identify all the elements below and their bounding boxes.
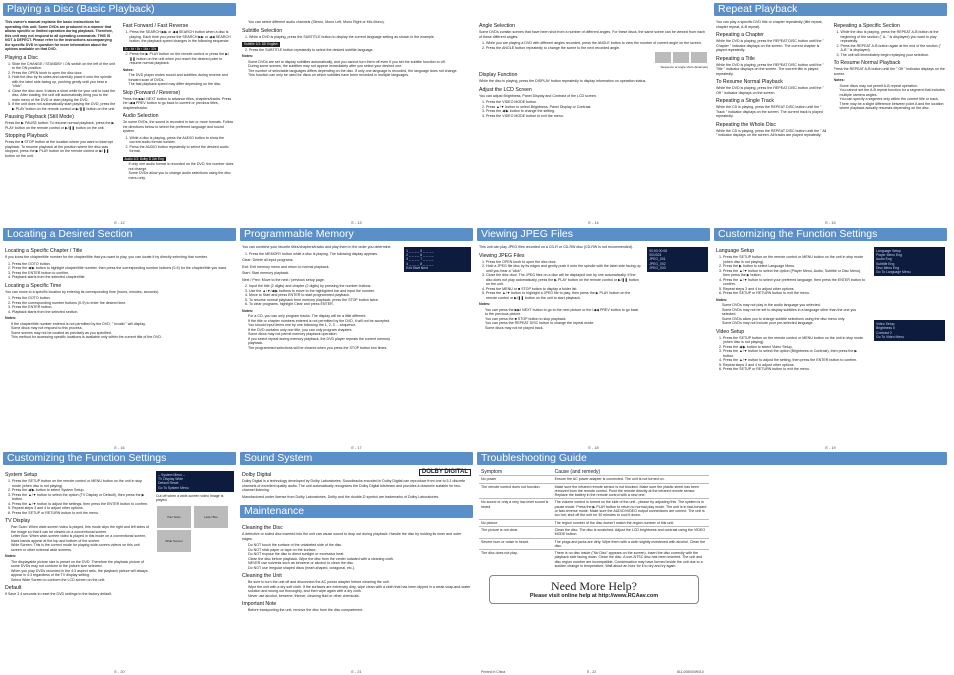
cause-cell: Ensure the AC power adapter is connected. The unit is not turned on. — [553, 476, 709, 483]
symptom-cell: No power — [479, 476, 553, 483]
column-header: Symptom — [481, 469, 503, 475]
page-number: E - 15 — [825, 220, 836, 225]
list-item: • Do NOT stick paper or tape on the surface. — [248, 548, 471, 553]
list-item: 2. Press the REPEAT A-B button again at the end of the section (" A-B " is displayed). — [841, 44, 946, 53]
list-item: 2. Press the ◀/▶ button to select System Setup. — [12, 488, 150, 493]
list-item: 3. Close the disc door. The JPEG files on a disc will be displayed one by one automatically. If the disc does not play automatically, press the ▶ PLAY button on the remote control or ▶/❚❚ button on the unit. — [486, 273, 641, 287]
list-item: • The programmed selections will be cleared when you press the STOP button two times. — [248, 346, 398, 351]
list-item: 4. Playback starts from the selected chapter/title. — [12, 275, 234, 280]
panel-repeat-playback — [714, 3, 947, 226]
screen-row: Brightness 0 — [876, 326, 895, 331]
list-item: • This method for accessing specific locations is available only within the current title of the DVD. — [11, 335, 234, 340]
list-item: 1. Press the OPEN knob to open the disc door. — [486, 260, 641, 265]
list-item: • NEVER use solvents such as benzene or alcohol to clean the disc. — [248, 561, 471, 566]
list-item: 2. Press the SUBTITLE button repeatedly to select the desired subtitle language. — [249, 48, 471, 53]
list-item: 6. Press the SETUP or RETURN button to exit the menu. — [723, 291, 868, 296]
list-item: 1. Press the SEARCH ▶▶ or ◀◀ SEARCH button when a disc is playing. Each time you press the SEARCH ▶▶ or ◀◀ SEARCH button, the playback speed changes in the following sequence: — [130, 30, 235, 44]
symptom-cell: No sound or only a very low-level sound is heard. — [479, 499, 553, 519]
table-row — [479, 526, 709, 538]
heading: Repeating the Whole Disc — [716, 121, 776, 128]
list-item: • Pan Scan: When wide-screen video is played, this mode clips the right and left sides of the image so that it can be viewed on a conventional screen. — [11, 525, 150, 534]
panel-basic-playback-cont — [240, 3, 473, 226]
cause-cell: The volume control is turned on the side of the unit - please try adjusting this. The system is in pause mode. Press the ▶ PLAY button to return to normal play mode. The unit is in fast-forward or fast-reverse mode. Make sure the AUDIO/VIDEO output connections are correct. The unit is too hot; shut off the unit for 30 minutes to cool it down. — [553, 499, 709, 519]
list-item: 3. Press the ENTER button. — [12, 305, 234, 310]
screen-row: JPEG_003 — [649, 265, 666, 270]
paragraph: A defective or soiled disc inserted into the unit can cause sound to drop out during playback. Handle the disc by holding its inner and outer edges. — [242, 532, 462, 541]
page-number: E - 21 — [351, 669, 362, 674]
heading: Repeating a Single Track — [716, 98, 774, 104]
list-item: 2. Press the OPEN knob to open the disc door. — [12, 71, 117, 76]
heading: System Setup — [5, 472, 38, 478]
table-row — [479, 499, 709, 519]
table-row — [479, 519, 709, 526]
list-item: 4. Press the MENU or ■ STOP button to display a folder list. — [486, 287, 641, 292]
paragraph: Press the ■ STOP button at the location where you want to interrupt playback. To resume playback at the position where the disc was stopped, press the ▶ PLAY button on the remote control or ▶/❚❚ button on the unit. — [5, 140, 113, 158]
help-title: Need More Help? — [551, 579, 637, 594]
screen-row: Go To System Menu — [157, 485, 189, 490]
list-item: • The fast playback speed may differ depending on the disc. — [129, 82, 235, 87]
paragraph: Exit: Exit memory menu and return to normal playback. — [242, 264, 330, 269]
table-header — [479, 469, 709, 476]
paragraph: You can move to a specific location by entering its corresponding time (hours, minutes, seconds). — [5, 289, 160, 294]
list-item: 2. Hold a JPEG file disc by its edges and gently push it onto the spindle with the label side facing up until you hear a "click". — [486, 264, 641, 273]
notes-label: Notes: — [122, 67, 134, 72]
cause-cell: Clean the disc. The disc is scratched. Adjust the LCD brightness and contrast using the VIDEO MODE button. — [553, 526, 709, 538]
list-item: 2. Input the title (2 digits) and chapter (2 digits) by pressing the number buttons. — [249, 284, 398, 289]
paragraph: While the disc is playing, press the DISPLAY button repeatedly to display information on operation status. — [479, 79, 647, 83]
list-item: 6. To clear programs, highlight Clear and press ENTER. — [249, 302, 398, 307]
section-title: Customizing the Function Settings — [3, 452, 236, 465]
list-item: • Before transporting the unit, remove the disc from the disc compartment. — [248, 608, 471, 613]
heading: Audio Selection — [122, 113, 159, 119]
heading: Video Setup — [716, 328, 745, 335]
section-title: Repeat Playback — [714, 3, 947, 16]
heading: Default — [5, 585, 22, 591]
paragraph: While the DVD is playing, press the REPEAT DISC button until the " Title " indicator displays on the screen. The current title is played repeatedly. — [716, 62, 824, 76]
list-item: • You should input items one by one following the 1, 2, 3 ... sequence. — [248, 323, 398, 328]
section-title: Viewing JPEG Files — [477, 228, 710, 241]
angle-caption: Sequence of angle shots (Example) — [660, 64, 708, 69]
paragraph: Manufactured under license from Dolby Laboratories. Dolby and the double-D symbol are trademarks of Dolby Laboratories. — [242, 494, 440, 499]
angle-thumbnail — [691, 52, 707, 63]
list-item: • Select Wide Screen to conform the LCD screen on the unit. — [11, 578, 150, 583]
list-item: 3. Press the ▲/▼ button to select the option (Player Menu, Audio, Subtitle or Disc Menu), then press the ▶ button. — [723, 269, 868, 278]
screen-row: 1 _ _ _ _ 5 _ _ _ _ — [406, 249, 434, 253]
screen-row: Default Reset — [157, 481, 179, 486]
list-item: • Wide Screen: This is the correct mode for playing wide-screen videos on this unit screen or other external wide screens. — [11, 543, 150, 552]
screen-row: Disc Menu Eng — [876, 265, 900, 270]
pan-scan-image: Pan Scan — [157, 506, 191, 528]
heading: Important Note — [242, 601, 277, 607]
section-title: Customizing the Function Settings — [714, 228, 947, 241]
screen-row: Go To Language Menu — [876, 270, 911, 275]
notes-label: Notes: — [5, 316, 17, 320]
list-item: • Never use alcohol, benzene, thinner, cleaning fluid or other chemicals. — [248, 594, 471, 599]
screen-row: -- System Menu -- — [157, 473, 186, 477]
screen-row: 4 _ _ _ _ 8 _ _ _ _ — [406, 261, 434, 266]
list-item: 5. Press the ▲/▼ button to highlight a JPEG file to play, then press the ▶ PLAY button on the remote control or ▶/❚❚ button on the unit to start playback. — [486, 291, 641, 300]
symptom-cell: No picture — [479, 519, 553, 526]
list-item: • If the title or chapter numbers entered is not permitted by the DVD, it will not be accepted. — [248, 319, 398, 324]
column-header: Cause (and remedy) — [554, 469, 601, 475]
heading: Adjust the LCD Screen — [479, 86, 532, 93]
page-number: E - 17 — [351, 445, 362, 450]
heading: Skip (Forward / Reverse) — [122, 89, 181, 96]
language-screen — [874, 247, 945, 276]
list-item: 2. Press the ▶ PLAY button on the remote control or press the ▶/❚❚ button on the unit when you reach the desired point to resume normal playback. — [130, 52, 235, 66]
list-item: 3. Hold the disc by its sides and carefully place it onto the spindle with the label side facing up, pushing gently until you hear a "click". — [12, 75, 117, 89]
list-item: 2. Press the ▶ button to select Language Menu. — [723, 264, 868, 269]
printed-in: Printed in China — [481, 669, 506, 674]
paragraph: You can adjust Brightness, Panel Display and Contrast of the LCD screen. — [479, 93, 597, 98]
paragraph: Press the ▶▶I NEXT button to advance titles, chapters/tracks. Press the I◀◀ PREV button to go back to current or previous titles, chapters/tracks. — [122, 96, 232, 110]
screen-row: Go To Video Menu — [876, 334, 905, 339]
heading: Cleaning the Unit — [242, 573, 282, 579]
panel-programmable-memory — [240, 228, 473, 451]
screen-row: Subtitle Eng — [876, 261, 895, 266]
heading: Subtitle Selection — [242, 27, 283, 34]
page-number: E - 13 — [351, 220, 362, 225]
section-title: Maintenance — [240, 505, 473, 518]
list-item: • Some DVDs are set to display subtitles automatically, and you cannot turn them off even if you set the subtitle function to off. — [248, 60, 471, 65]
list-item: • Some DVDs may not play in the audio language you selected. — [722, 303, 868, 308]
angle-thumbnail — [673, 52, 689, 63]
panel-repeat-left — [477, 3, 710, 226]
heading: Repeating a Title — [716, 55, 755, 62]
heading: Fast Forward / Fast Reverse — [122, 23, 189, 29]
list-item: • Some discs may not permit A-B repeat operation. — [840, 84, 946, 89]
list-item: • You can press the ▶▶I NEXT button to go to the next picture or the I◀◀ PREV button to go back to the previous picture. — [485, 308, 641, 317]
list-item: • Some discs may not permit memory playback operation. — [248, 332, 398, 337]
notes-label: Notes: — [242, 54, 254, 58]
list-item: 3. Press the ▲/▼ button to select the option (Brightness or Contrast), then press the ▶ button. — [723, 349, 868, 358]
paragraph: Next / Prev: Move to the next / previous setup page. — [242, 277, 325, 282]
list-item: 1. Press the SETUP button on the remote control or MENU button on the unit in stop mode (when disc is not playing). — [723, 255, 868, 264]
notes-label: Notes: — [5, 554, 17, 558]
heading: Locating a Specific Chapter / Title — [5, 248, 83, 254]
panel-sound-maintenance — [240, 452, 473, 675]
heading: Stopping Playback — [5, 133, 48, 139]
paragraph: You can combine your favorite titles/chapters/tracks and play them in the order you determine. — [242, 245, 392, 249]
symptom-cell: Severe hum or noise is heard. — [479, 538, 553, 550]
list-item: • Do NOT touch the surface of the unlabeled side of the disc. — [248, 543, 471, 548]
list-item: • You can specify a segment only within the current title or track. — [840, 97, 946, 102]
panel-custom-settings — [714, 228, 947, 451]
list-item: • This function can only be used for discs on which subtitles have been recorded in multiple languages. — [248, 73, 471, 78]
page-number: E - 20 — [114, 669, 125, 674]
troubleshooting-table — [479, 469, 709, 569]
heading: To Resume Normal Playback — [716, 79, 783, 85]
paragraph: Some DVDs contain scenes that have been shot from a number of different angles. For these discs, the same scene can be viewed from each of these different angles. — [479, 30, 705, 39]
list-item: • Wipe the unit with a dry soft cloth. If the surfaces are extremely dirty, wipe clean with a cloth that has been dipped in a weak soap-and-water solution and wrung out thoroughly, and then wipe again with a dry cloth. — [248, 585, 471, 594]
speed-sequence: 2x › 4x › 8x › 16x › 32x — [124, 46, 157, 51]
list-item: 6. Press the SETUP or RETURN button to exit the menu. — [723, 367, 868, 372]
paragraph: This unit can play JPEG files recorded on a CD-R or CD-RW disc (CD-RW is not recommended). — [479, 245, 634, 249]
table-row — [479, 538, 709, 550]
paragraph: If Save 3 4 seconds to reset the DVD settings to the factory default. — [5, 592, 113, 596]
symptom-cell: The disc does not play. — [479, 550, 553, 570]
page-number: E - 16 — [114, 445, 125, 450]
help-box — [489, 575, 699, 604]
wide-screen-image: Wide Screen — [157, 530, 191, 552]
section-title: Sound System — [240, 452, 473, 465]
list-item: • The number of selectable languages differs depending on the disc. If only one language is recorded, the language does not change. — [248, 69, 471, 74]
paragraph: While the DVD is playing, press the REPEAT DISC button until the " Off " indicator displays on the screen. — [716, 86, 824, 95]
list-item: • During some scenes, the subtitles may not appear immediately after you select your desired one. — [248, 64, 471, 69]
paragraph: Clear: Delete all input programs. — [242, 258, 294, 262]
list-item: • If the DVD contains only one title, you can only program chapters. — [248, 328, 398, 333]
screen-row: Language Setup — [876, 249, 901, 253]
list-item: 6. Press the SETUP or RETURN button to exit the menu. — [12, 511, 150, 516]
section-title: Programmable Memory — [240, 228, 473, 241]
list-item: 4. Press the ▲/▼ button to adjust the setting, then press the ENTER button to confirm. — [723, 358, 868, 363]
list-item: • You can press the REPEAT DISC button to change the repeat mode. — [485, 321, 641, 326]
cause-cell: The region number of the disc doesn't match the region number of this unit. — [553, 519, 709, 526]
cause-cell: Make sure the infrared remote sensor is not blocked. Make sure the plastic sheet has been removed from the remote control. Point the remote directly at the infrared remote sensor. Replace the battery in the remote control with a new one. — [553, 483, 709, 499]
heading: Locating a Specific Time — [5, 282, 62, 289]
panel-locating — [3, 228, 236, 451]
list-item: • If only one audio format is recorded on the DVD, the number does not change. — [129, 162, 235, 171]
paragraph: Start: Start memory playback. — [242, 271, 290, 275]
list-item: • Some DVDs may not include your pre-selected language. — [722, 321, 868, 326]
heading: Display Function — [479, 72, 518, 78]
paragraph: Dolby Digital is a technology developed by Dolby Laboratories. Soundtracks encoded in Dolby Digital can reproduce from one to 5.1 discrete channels of excellent quality audio. The unit automatically recognizes the Dolby Digital bitstream and provides a downmix suitable for two-channel listening. — [242, 479, 466, 492]
panel-custom-settings-2 — [3, 452, 236, 675]
list-item: 4. Press the ▲/▼ button to select your preferred language, then press the ENTER button to confirm. — [723, 278, 868, 287]
screen-row: 3 _ _ _ _ 7 _ _ _ _ — [406, 257, 434, 262]
list-item: 1. Press the GOTO button. — [12, 296, 234, 301]
screen-row: Contrast 0 — [876, 330, 892, 335]
list-item: • If the chapter/title number entered is not permitted by the DVD, " Invalid " will display. — [11, 322, 234, 327]
list-item: 4. Move to Start and press ENTER to start programmed playback. — [249, 293, 398, 298]
screen-row: JPEG_002 — [649, 261, 666, 266]
list-item: 2. Press the corresponding number buttons (0-9) to enter the desired time. — [12, 301, 234, 306]
list-item: • When you play DVDs recorded in the 4:3 aspect ratio, the playback picture will always appear in 4:3 regardless of the TV display setting. — [11, 569, 150, 578]
list-item: 3. Use the ▲/▼/◀/▶ buttons to move to the highlighted bar and input the number. — [249, 289, 398, 294]
list-item: 1. Press the VIDEO MODE button. — [486, 100, 708, 105]
part-code: 811-008000W010 — [677, 669, 704, 674]
page-number: E - 14 — [588, 220, 599, 225]
screen-row: Video Setup — [876, 322, 895, 327]
section-title: Troubleshooting Guide — [477, 452, 947, 465]
intro-text: This owner's manual explains the basic instructions for operating this unit. Some DVDs are produced in a manner that allows specific or limited operation during playback. Therefore, this unit may not respond to all operating commands. THIS IS NOT A DEFECT. Please refer to the instructions accompanying the specific DVD in question for more information about the options available on that DVD. — [5, 20, 114, 51]
letter-box-image: Letter Box — [194, 506, 228, 528]
list-item: 1. While a disc is playing, press the AUDIO button to show the current audio format number. — [130, 136, 235, 145]
list-item: 2. Press the AUDIO button repeatedly to select the desired audio format. — [130, 145, 235, 154]
screen-row: Player Menu Eng — [876, 253, 903, 258]
symptom-cell: The remote control does not function. — [479, 483, 553, 499]
list-item: 4. Close the disc door. It takes a short while for your unit to load the disc. After loading, the unit will automatically bring you to the main menu of the DVD or start playing the DVD. — [12, 89, 117, 103]
notes-label: Notes: — [242, 308, 254, 313]
list-item: 1. Press the GOTO button. — [12, 262, 234, 267]
list-item: 3. Press the ENTER button to confirm. — [12, 271, 234, 276]
screen-row: Exit Start Next — [406, 265, 428, 270]
screen-row: TV Display Wide — [157, 477, 184, 482]
list-item: 3. Press the ▲/▼ button to select the option (TV Display or Default), then press the ▶ button. — [12, 493, 150, 502]
list-item: 1. Slide the CHANGE / STANDBY / ON switch on the left of the unit to the ON position. — [12, 62, 117, 71]
list-item: 2. Press ▲/▼ button to select Brightness, Panel Display or Contrast. — [486, 105, 708, 110]
list-item: 1. Press the SETUP button on the remote control or MENU button on the unit in stop mode (when disc is not playing). — [12, 479, 150, 488]
page-number: E - 18 — [588, 445, 599, 450]
list-item: • Some discs may not respond to this process. — [11, 326, 234, 331]
list-item: • Some DVDs allow you to change audio selections using the disc menu only. — [129, 171, 235, 180]
paragraph: On some DVDs, the sound is recorded in two or more formats. Follow the directions below to select the preferred language and sound system. — [122, 120, 234, 133]
heading: Playing a Disc — [5, 54, 38, 61]
heading: Angle Selection — [479, 23, 516, 29]
list-item: 1. Press the SETUP button on the remote control or MENU button on the unit in stop mode (when disc is not playing). — [723, 336, 868, 345]
page-number: E - 19 — [825, 445, 836, 450]
notes-label: Notes: — [833, 78, 845, 82]
list-item: 5. Repeat steps 3 and 4 to adjust other options. — [723, 363, 868, 368]
list-item: 1. While the disc is playing, press the REPEAT A-B button at the beginning of the section (" A- " is displayed) you want to play repeatedly. — [841, 30, 946, 44]
list-item: • Be sure to turn the unit off and disconnect the AC power adapter before cleaning the unit. — [248, 580, 471, 585]
symptom-cell: The picture is not clear. — [479, 526, 553, 538]
subtitle-osd: Subtitle 1/3: DD English — [244, 42, 278, 46]
notes-label: Notes: — [479, 302, 491, 306]
heading: TV Display — [5, 518, 31, 524]
heading: Pausing Playback (Still Mode) — [5, 114, 74, 120]
list-item: 2. Press the ◀/▶ button to select Video Setup. — [723, 345, 868, 350]
section-title: Locating a Desired Section — [3, 228, 236, 241]
jpeg-screen — [647, 247, 708, 272]
list-item: 2. Press the ANGLE button repeatedly to change the scene to the next recorded angle. — [486, 46, 708, 51]
list-item: • The DVD player mutes sound and subtitles during reverse and forward scan of DVDs. — [129, 73, 235, 82]
list-item: • Do NOT use irregular shaped discs (heart-shaped, octagonal, etc.). — [248, 566, 471, 571]
list-item: • Some DVDs allow you to change subtitle selections using the disc menu only. — [722, 317, 868, 322]
list-item: 4. Playback starts from the selected section. — [12, 310, 234, 315]
list-item: 2. Press the ◀/▶ button to highlight chapter/title number, then press the corresponding number buttons (0-9) for the chapter/title you want. — [12, 266, 234, 271]
video-screen — [874, 320, 945, 341]
page-number: E - 22 — [587, 669, 597, 674]
screen-row: Audio Eng — [876, 257, 892, 262]
list-item: • Some discs may not be played back. — [485, 326, 641, 331]
table-row — [479, 550, 709, 570]
dolby-logo: DOLBY DIGITAL — [419, 469, 471, 476]
heading: Language Setup — [716, 248, 755, 254]
list-item: 1. Press the MEMORY button while a disc is playing. The following display appears. — [249, 252, 398, 257]
list-item: 5. To resume normal playback from memory playback, press the STOP button twice. — [249, 298, 398, 303]
heading: Repeating a Specific Section — [833, 23, 900, 29]
caption: Cut off when a wide-screen video image is played. — [155, 493, 224, 503]
notes-label: Notes: — [716, 297, 728, 302]
help-link[interactable]: Please visit online help at http://www.RCAav.com — [529, 593, 659, 600]
paragraph: While the CD is playing, press the REPEAT DISC button until the " Track " indicator displays on the screen. The current track is played repeatedly. — [716, 105, 823, 118]
list-item: • If you select repeat during memory playback, the DVD player repeats the current memory playback. — [248, 337, 398, 346]
angle-thumbnail — [655, 52, 671, 63]
list-item: • You can press the ■ STOP button to stop playback. — [485, 317, 641, 322]
screen-row: JPEG_001 — [649, 257, 666, 262]
list-item: • For a CD, you can only program tracks. The display will be a little different. — [248, 314, 398, 319]
list-item: • Some scenes may not be located as precisely as you specified. — [11, 331, 234, 336]
panel-basic-playback — [3, 3, 236, 226]
heading: To Resume Normal Playback — [833, 60, 901, 66]
paragraph: While the CD is playing, press the REPEAT DISC button until the " All " indicator displays on the screen. All tracks are played repeatedly. — [716, 128, 827, 137]
panel-troubleshooting — [477, 452, 947, 675]
heading: Cleaning the Disc — [242, 525, 283, 531]
list-item: 4. Press the ▲/▼ button to adjust the settings, then press the ENTER button to confirm. — [12, 502, 150, 507]
list-item: • Do NOT expose the disc to direct sunlight or excessive heat. — [248, 552, 471, 557]
list-item: • You cannot set the A-B repeat function for a segment that includes multiple camera angles. — [840, 88, 946, 97]
paragraph: Press the REPEAT A-B button until the " Off " indicator displays on the screen. — [833, 67, 945, 76]
screen-row: 2 _ _ _ _ 6 _ _ _ _ — [406, 253, 434, 258]
list-item: 4. Press the VIDEO MODE button to exit the menu. — [486, 114, 708, 119]
list-item: 1. While you are playing a DVD with different angles recorded, press the ANGLE button to view the number of current angle on the screen. — [486, 41, 708, 46]
memory-screen — [404, 247, 471, 272]
screen-row: 00:00 00:06 — [649, 249, 668, 253]
page-number: E - 12 — [114, 220, 125, 225]
list-item: 5. If the unit does not automatically start playing the DVD, press the ▶ PLAY button on the remote control or ▶/❚❚ button on the unit. — [12, 102, 117, 111]
list-item: • Letter Box: When wide-screen video is played in this mode on a conventional screen, black bands appear at the top and bottom of the screen. — [11, 534, 150, 543]
list-item: 3. The unit will immediately begin replaying your selection. — [841, 53, 946, 58]
list-item: • Some DVDs may not be set to display subtitles in a language other than the one you selected. — [722, 308, 868, 317]
screen-row: 001/024 — [649, 253, 662, 258]
list-item: • The displayable picture size is preset on the DVD. Therefore the playback picture of some DVDs may not conform to the picture size selected. — [11, 560, 150, 569]
list-item: 1. While a DVD is playing, press the SUBTITLE button to display the current language setting as shown in the example. — [249, 35, 471, 40]
table-row — [479, 476, 709, 483]
heading: Dolby Digital — [242, 472, 272, 478]
paragraph: You can play a specific DVD title or chapter repeatedly (title repeat, chapter repeat, A-B repeat). — [716, 20, 823, 29]
list-item: 3. Press the ◀/▶ button to change the setting. — [486, 109, 708, 114]
panel-jpeg — [477, 228, 710, 451]
heading: Viewing JPEG Files — [479, 252, 525, 259]
list-item: • You can select different audio channels (Stereo, Mono Left, Mono Right or Mix-Mono). — [248, 20, 471, 25]
list-item: 5. Repeat steps 3 and 4 to adjust other options. — [723, 287, 868, 292]
list-item: • Clean the disc before playback. Wipe the disc from the center outward with a cleaning cloth. — [248, 557, 471, 562]
heading: Repeating a Chapter — [716, 32, 764, 38]
table-row — [479, 483, 709, 499]
paragraph: Press the ▶ PAUSE button. To resume normal playback, press the ▶ PLAY button on the remote control or ▶/❚❚ button on the unit. — [5, 121, 115, 130]
paragraph: If you know the chapter/title number for the chapter/title that you want to play, you can locate it by directly selecting that number. — [5, 255, 208, 259]
audio-osd: Audio 1/3: Dolby D 2ch Eng — [124, 156, 164, 161]
section-title: Playing a Disc (Basic Playback) — [3, 3, 236, 16]
list-item: • There may be a slight difference between point A and the location where playback actually resumes depending on the disc. — [840, 102, 946, 111]
cause-cell: The plugs and jacks are dirty. Wipe them with a cloth slightly moistened with alcohol. Clean the disc. — [553, 538, 709, 550]
cause-cell: There is no disc inside ("No Disc" appears on the screen). Insert the disc correctly with the playback side facing down. Clean the disc. A non-NTSC disc has been inserted. The unit and disc region number are incompatible. Condensation may have formed inside the unit due to a sudden change in temperature. Wait about an hour for it to dry and try again. — [553, 550, 709, 570]
system-screen — [156, 471, 234, 492]
paragraph: While the DVD is playing, press the REPEAT DISC button until the " Chapter " indicator displays on the screen. The current chapter is played repeatedly. — [716, 39, 824, 52]
list-item: 5. Repeat steps 3 and 4 to adjust other options. — [12, 506, 150, 511]
